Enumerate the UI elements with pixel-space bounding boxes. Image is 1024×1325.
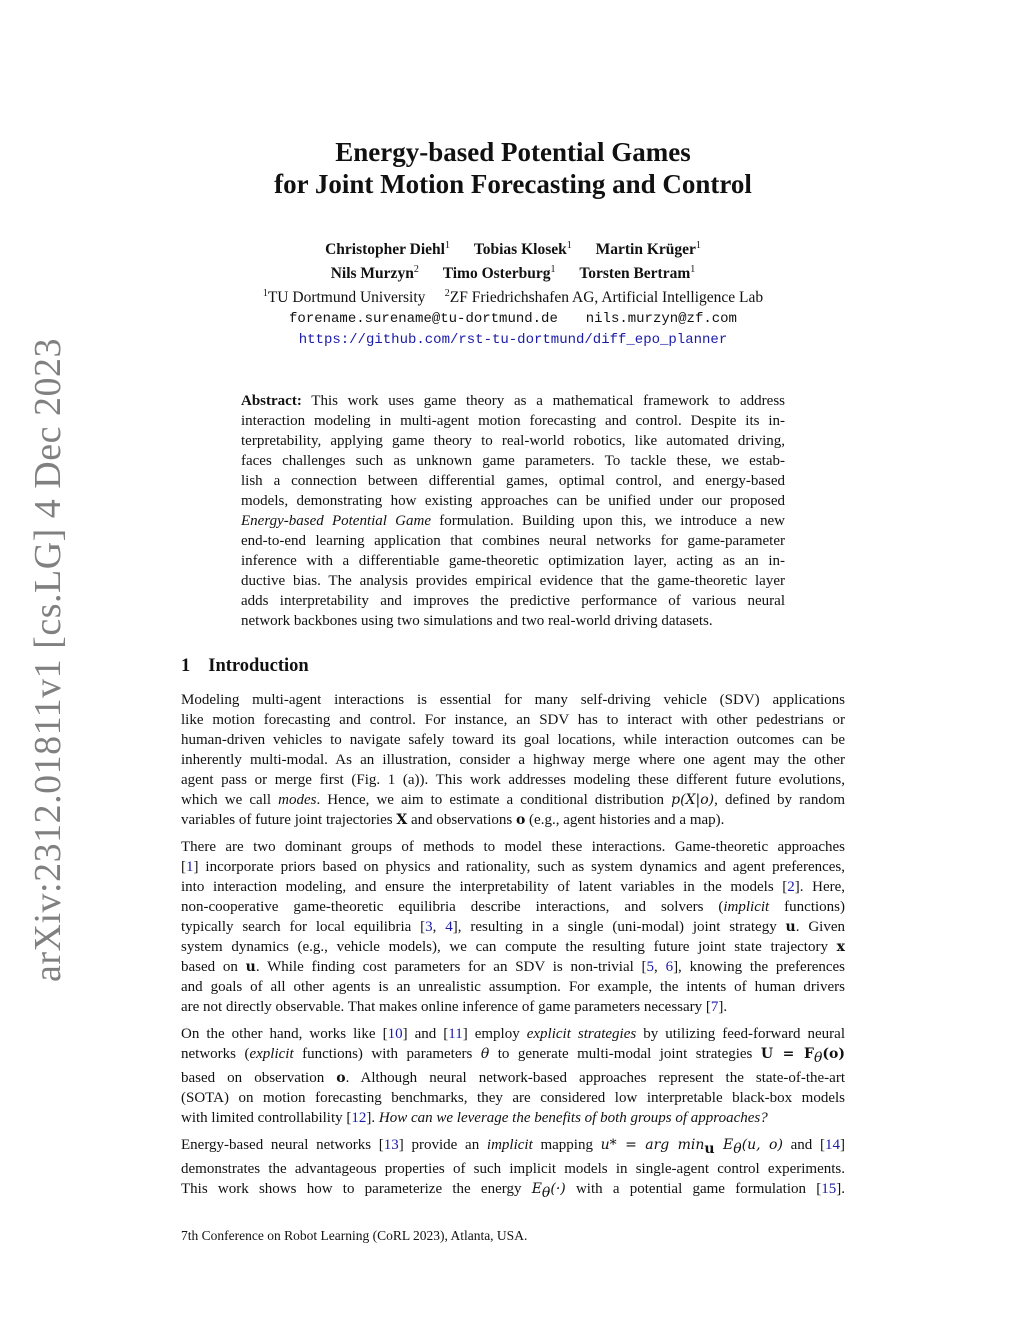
title-line-2: for Joint Motion Forecasting and Control — [274, 169, 752, 199]
citation-link[interactable]: 11 — [448, 1026, 463, 1042]
citation-link[interactable]: 10 — [387, 1026, 403, 1042]
introduction-body — [181, 690, 845, 1210]
abstract — [241, 391, 785, 631]
author: Martin Krüger$^1$ — [595, 240, 701, 259]
abstract-line: terpretability, applying game theory to real-world robotics, like automated driving, — [241, 433, 785, 449]
section-number: 1 — [181, 656, 191, 676]
author: Christopher Diehl$^1$ — [325, 240, 450, 259]
author: Torsten Bertram$^1$ — [579, 264, 696, 283]
abstract-line: models, demonstrating how existing approaches can be unified under our proposed — [241, 493, 785, 509]
paragraph-2: There are two dominant groups of methods to model these interactions. Game-theoretic approaches [1] incorporate priors based on physics and rationality, such as system dynamics and agent preferences, into interaction modeling, and ensure the interpretability of latent variables in the models [2]. Here, non-cooperative game-theoretic equilibria describe interactions, and solvers (implicit functions) typically search for local equilibria [3, 4], resulting in a single (uni-modal) joint strategy u. Given system dynamics (e.g., vehicle models), we can compute the resulting future joint state trajectory x based on u. While finding cost parameters for an SDV is non-trivial [5, 6], knowing the preferences and goals of all other agents is an unrealistic assumption. For example, the intents of human drivers are not directly observable. That makes online inference of game parameters necessary [7]. — [181, 839, 846, 1015]
abstract-line: ductive bias. The analysis provides empirical evidence that the game-theoretic layer — [241, 573, 785, 589]
abstract-line: interaction modeling in multi-agent motion forecasting and control. Despite its in- — [241, 413, 785, 429]
affiliation: $^1$TU Dortmund University — [262, 288, 426, 307]
repo-line — [181, 329, 845, 350]
author-line-2 — [181, 260, 845, 284]
citation-link[interactable]: 12 — [351, 1110, 367, 1126]
abstract-line: Abstract: This work uses game theory as a mathematical framework to address — [241, 393, 785, 409]
citation-link[interactable]: 6 — [665, 959, 674, 975]
citation-link[interactable]: 5 — [646, 959, 655, 975]
repo-link[interactable]: https://github.com/rst-tu-dortmund/diff_epo_planner — [298, 332, 728, 349]
citation-link[interactable]: 7 — [710, 999, 719, 1015]
email: forename.surename@tu-dortmund.de — [289, 311, 558, 328]
citation-link[interactable]: 1 — [186, 859, 194, 875]
paragraph-4: Energy-based neural networks [13] provide an implicit mapping u* = arg $\min_u E_\theta(u$, o) and [14] demonstrates the advantageous properties of such implicit models in single-agent control experiments. This work shows how to parameterize the energy $E_\theta(\cdot)$ with a potential game formulation [15]. — [181, 1137, 845, 1201]
email: nils.murzyn@zf.com — [585, 311, 737, 328]
conference-footnote: 7th Conference on Robot Learning (CoRL 2023), Atlanta, USA. — [181, 1228, 528, 1243]
citation-link[interactable]: 15 — [821, 1181, 837, 1197]
title-line-1: Energy-based Potential Games — [335, 137, 691, 167]
email-line — [181, 308, 845, 329]
paper-title — [181, 136, 845, 200]
citation-link[interactable]: 14 — [825, 1137, 840, 1153]
citation-link[interactable]: 4 — [445, 919, 453, 935]
abstract-line: end-to-end learning application that combines neural networks for game-parameter — [241, 533, 785, 549]
abstract-line: Energy-based Potential Game formulation. Building upon this, we introduce a new — [241, 513, 786, 529]
citation-link[interactable]: 2 — [787, 879, 795, 895]
author-line-1 — [181, 236, 845, 260]
affiliation: $^2$ZF Friedrichshafen AG, Artificial Intelligence Lab — [444, 288, 764, 307]
abstract-line: inference with a differentiable game-theoretic optimization layer, acting as an in- — [241, 553, 785, 569]
citation-link[interactable]: 13 — [383, 1137, 399, 1153]
abstract-line: faces challenges such as unknown game parameters. To tackle these, we estab- — [241, 453, 785, 469]
abstract-line: network backbones using two simulations and two real-world driving datasets. — [241, 613, 713, 629]
section-heading — [181, 656, 309, 677]
arxiv-identifier: arXiv:2312.01811v1 [cs.LG] 4 Dec 2023 — [27, 338, 69, 982]
author: Nils Murzyn$^2$ — [330, 264, 419, 283]
section-title: Introduction — [208, 656, 309, 676]
author: Tobias Klosek$^1$ — [473, 240, 572, 259]
affiliations — [181, 284, 845, 308]
paragraph-3: On the other hand, works like [10] and [11] employ explicit strategies by utilizing feed-forward neural networks (explicit functions) with parameters θ to generate multi-modal joint strategies $U = F_\theta(o)$ based on observation o. Although neural network-based approaches represent the state-of-the-art (SOTA) on motion forecasting benchmarks, they are considered low interpretable black-box models with limited controllability [12]. How can we leverage the benefits of both groups of approaches? — [181, 1026, 845, 1126]
author-block — [181, 236, 845, 350]
arxiv-sidebar — [22, 338, 74, 982]
abstract-line: adds interpretability and improves the predictive performance of various neural — [241, 593, 785, 609]
author: Timo Osterburg$^1$ — [442, 264, 556, 283]
abstract-label: Abstract: — [241, 393, 302, 409]
citation-link[interactable]: 3 — [425, 919, 433, 935]
paragraph-1: Modeling multi-agent interactions is essential for many self-driving vehicle (SDV) applications like motion forecasting and control. For instance, an SDV has to interact with other pedestrians or human-driven vehicles to navigate safely toward its goal locations, while interaction outcomes can be inherently multi-modal. As an illustration, consider a highway merge where one agent may the other agent pass or merge first (Fig. 1 (a)). This work addresses modeling these different future evolutions, which we call modes. Hence, we aim to estimate a conditional distribution p(X|o), defined by random variables of future joint trajectories X and observations o (e.g., agent histories and a map). — [181, 692, 845, 828]
abstract-line: lish a connection between differential games, optimal control, and energy-based — [241, 473, 785, 489]
